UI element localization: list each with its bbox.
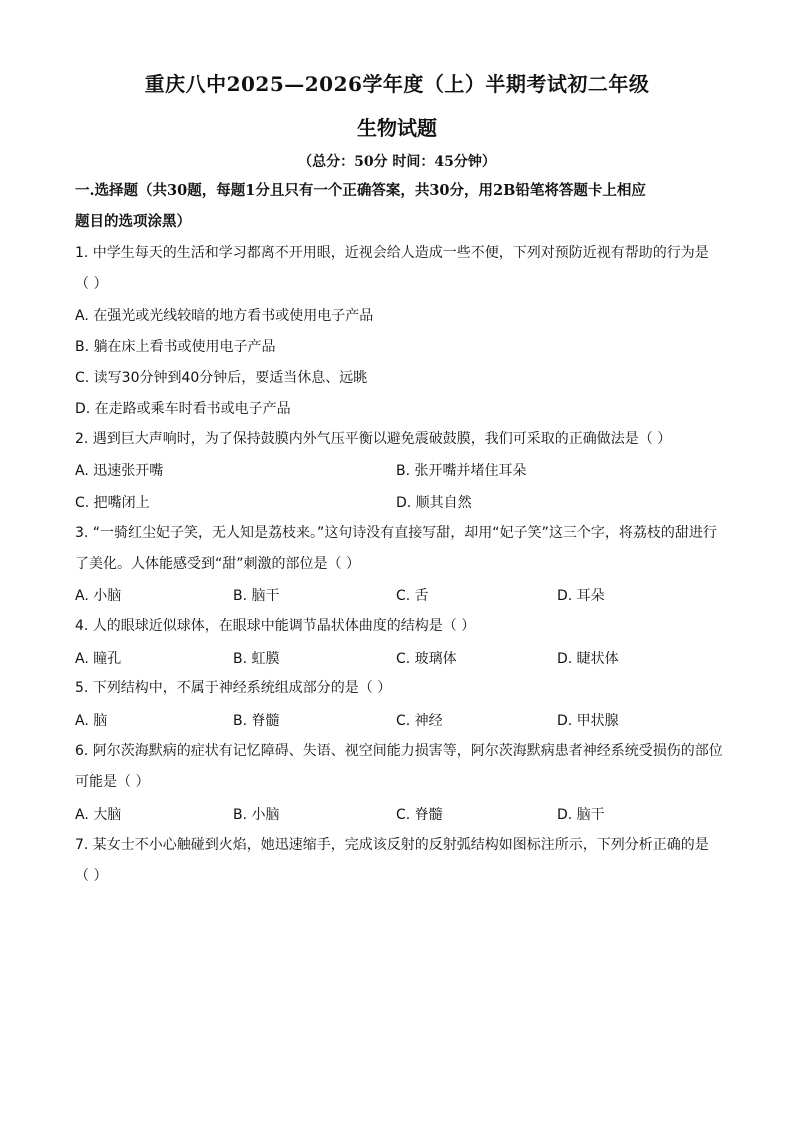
question-6-option-a: A. 大脑 <box>75 807 122 823</box>
question-7-stem-line1: 7. 某女士不小心触碰到火焰，她迅速缩手，完成该反射的反射弧结构如图标注所示，下列分析正确的是 <box>75 837 709 853</box>
question-6-option-d: D. 脑干 <box>557 807 605 823</box>
question-2-option-b: B. 张开嘴并堵住耳朵 <box>396 463 527 479</box>
question-3-option-a: A. 小脑 <box>75 588 122 604</box>
question-1-stem-line1: 1. 中学生每天的生活和学习都离不开用眼，近视会给人造成一些不便，下列对预防近视有帮助的行为是 <box>75 245 709 261</box>
question-5-stem <box>75 673 725 704</box>
question-6-option-c: C. 脊髓 <box>396 807 443 823</box>
question-4-option-b: B. 虹膜 <box>233 651 280 667</box>
question-4-option-c: C. 玻璃体 <box>396 651 457 667</box>
question-3-option-b: B. 脑干 <box>233 588 280 604</box>
question-6-stem-line1: 6. 阿尔茨海默病的症状有记忆障碍、失语、视空间能力损害等，阿尔茨海默病患者神经系统受损伤的部位 <box>75 743 723 759</box>
question-2-option-d: D. 顺其自然 <box>396 495 472 511</box>
question-1-option-b: B. 躺在床上看书或使用电子产品 <box>75 339 276 355</box>
question-4-stem-line1: 4. 人的眼球近似球体，在眼球中能调节晶状体曲度的结构是（ ） <box>75 618 476 634</box>
subject-title: 生物试题 <box>357 116 437 140</box>
question-2-option-c: C. 把嘴闭上 <box>75 495 150 511</box>
question-4-option-d: D. 睫状体 <box>557 651 619 667</box>
question-1-option-c: C. 读写30分钟到40分钟后，要适当休息、远眺 <box>75 370 368 386</box>
question-1-option-d: D. 在走路或乘车时看书或电子产品 <box>75 401 291 417</box>
section-heading-line2: 题目的选项涂黑） <box>75 213 191 230</box>
question-3-stem-line2: 了美化。人体能感受到“甜”刺激的部位是（ ） <box>75 556 360 572</box>
question-3-option-c: C. 舌 <box>396 588 429 604</box>
question-7-stem-line2: （ ） <box>75 868 108 884</box>
question-1-option-a: A. 在强光或光线较暗的地方看书或使用电子产品 <box>75 308 374 324</box>
question-3-stem <box>75 518 725 580</box>
question-4-stem <box>75 611 725 642</box>
question-5-option-a: A. 脑 <box>75 713 108 729</box>
question-5-stem-line1: 5. 下列结构中，不属于神经系统组成部分的是（ ） <box>75 680 392 696</box>
question-1-stem <box>75 238 725 300</box>
question-4-option-a: A. 瞳孔 <box>75 651 122 667</box>
exam-meta: （总分：50分 时间：45分钟） <box>298 154 496 170</box>
question-5-option-c: C. 神经 <box>396 713 443 729</box>
question-5-option-b: B. 脊髓 <box>233 713 280 729</box>
question-6-stem <box>75 736 725 798</box>
question-3-option-d: D. 耳朵 <box>557 588 605 604</box>
question-1-stem-line2: （ ） <box>75 276 108 292</box>
section-heading-line1: 一.选择题（共30题，每题1分且只有一个正确答案，共30分，用2B铅笔将答题卡上相应 <box>75 182 646 199</box>
question-2-stem <box>75 424 725 455</box>
question-2-option-a: A. 迅速张开嘴 <box>75 463 164 479</box>
question-7-stem <box>75 830 725 892</box>
question-3-stem-line1: 3. “一骑红尘妃子笑，无人知是荔枝来。”这句诗没有直接写甜，却用“妃子笑”这三个字，将荔枝的甜进行 <box>75 525 717 541</box>
section-heading <box>75 175 725 237</box>
question-2-stem-line1: 2. 遇到巨大声响时，为了保持鼓膜内外气压平衡以避免震破鼓膜，我们可采取的正确做法是（ ） <box>75 431 672 447</box>
question-6-option-b: B. 小脑 <box>233 807 280 823</box>
question-5-option-d: D. 甲状腺 <box>557 713 619 729</box>
exam-title: 重庆八中2025—2026学年度（上）半期考试初二年级 <box>144 72 650 96</box>
question-6-stem-line2: 可能是（ ） <box>75 774 150 790</box>
